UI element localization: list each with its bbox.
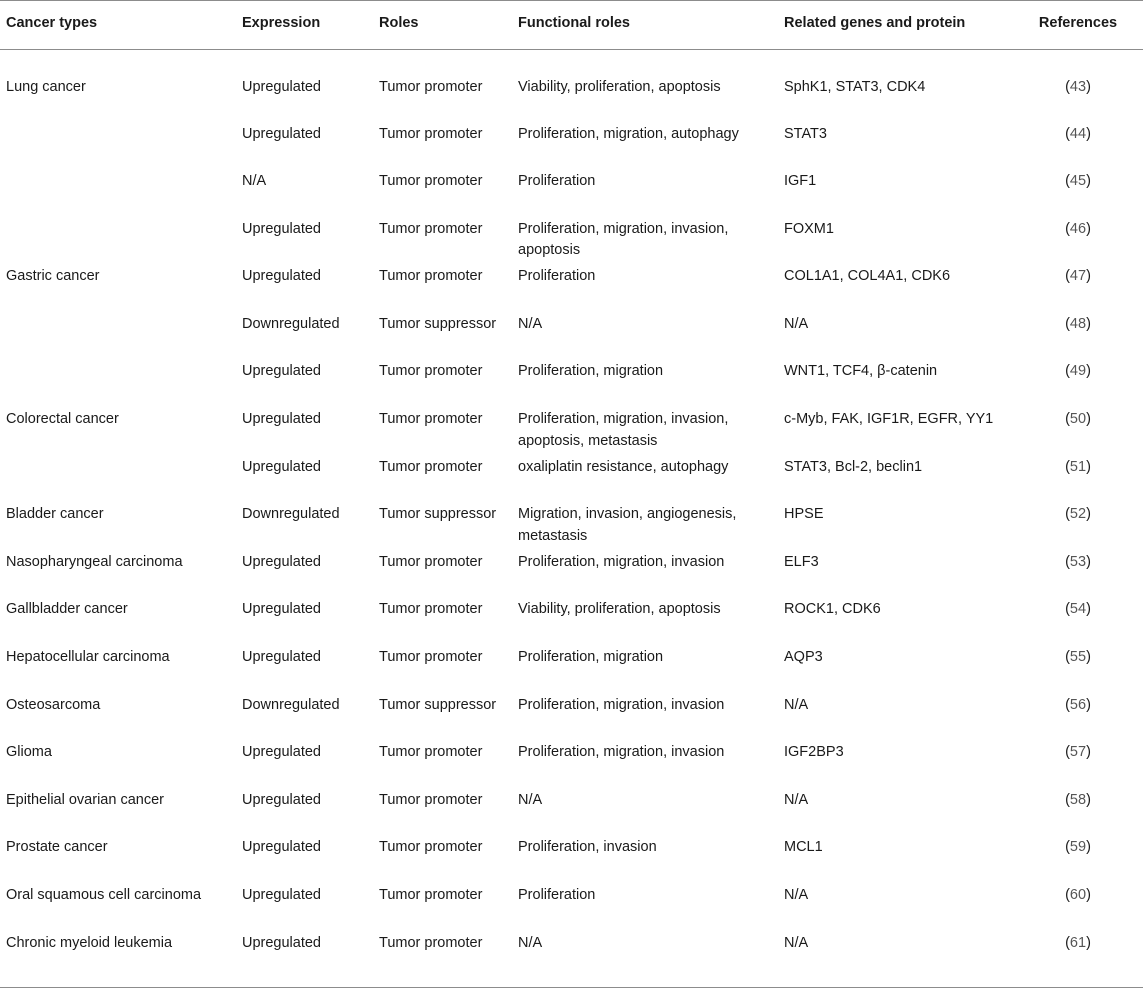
cell-functional-roles: Proliferation, migration, invasion [518,696,725,713]
reference-link[interactable]: 47 [1069,268,1087,285]
cell-reference: (60) [1065,887,1091,903]
cell-functional-roles: Proliferation, migration, invasion, apoptosis, metastasis [518,411,729,449]
cell-role: Tumor promoter [379,173,483,190]
cell-functional-roles: oxaliplatin resistance, autophagy [518,458,729,475]
cell-expression: Upregulated [242,220,321,237]
table-row [0,124,1143,172]
cell-reference: (48) [1065,315,1091,332]
cell-reference: (45) [1065,173,1091,190]
cell-cancer-type [0,457,236,505]
cell-cancer-type: Nasopharyngeal carcinoma [6,553,183,570]
header-references: References [1038,15,1118,31]
cell-related-genes: STAT3 [784,125,827,142]
cell-role: Tumor promoter [379,268,483,285]
cell-expression: Upregulated [242,839,321,856]
table-body [0,50,1143,988]
cell-related-genes: AQP3 [784,649,823,666]
table-row [0,552,1143,600]
cell-role: Tumor suppressor [379,696,497,713]
cell-cancer-type: Lung cancer [6,79,86,95]
cell-reference: (58) [1065,791,1091,808]
cell-role: Tumor promoter [379,934,483,951]
cell-expression: Upregulated [242,934,321,951]
cell-functional-roles: Migration, invasion, angiogenesis, metastasis [518,506,737,544]
reference-link[interactable]: 55 [1069,649,1087,666]
cell-expression: Upregulated [242,79,321,95]
cell-related-genes: FOXM1 [784,220,834,237]
cell-cancer-type: Oral squamous cell carcinoma [6,887,202,903]
cell-related-genes: IGF1 [784,173,817,190]
table-row [0,50,1143,124]
cell-expression: Downregulated [242,506,340,523]
reference-link[interactable]: 56 [1069,696,1087,713]
cell-cancer-type: Gallbladder cancer [6,601,128,618]
cell-functional-roles: Proliferation, migration [518,649,664,666]
cell-functional-roles: Proliferation [518,173,596,190]
cell-reference: (44) [1065,125,1091,142]
reference-link[interactable]: 59 [1069,839,1087,856]
cell-cancer-type [0,124,236,172]
cell-role: Tumor promoter [379,649,483,666]
cell-functional-roles: Proliferation, migration, autophagy [518,125,739,142]
cell-expression: Upregulated [242,458,321,475]
table-row [0,790,1143,838]
cell-role: Tumor promoter [379,458,483,475]
cell-related-genes: MCL1 [784,839,823,856]
table-row [0,695,1143,743]
cell-role: Tumor promoter [379,79,483,95]
cell-role: Tumor promoter [379,887,483,903]
cell-related-genes: N/A [784,696,809,713]
header-cancer-types: Cancer types [6,15,98,31]
cell-expression: Upregulated [242,125,321,142]
cell-reference: (51) [1065,458,1091,475]
cell-role: Tumor promoter [379,601,483,618]
cell-reference: (46) [1065,220,1091,237]
cell-related-genes: ELF3 [784,553,819,570]
cell-role: Tumor suppressor [379,506,497,523]
cell-related-genes: SphK1, STAT3, CDK4 [784,79,926,95]
cell-functional-roles: Proliferation [518,887,596,903]
reference-link[interactable]: 54 [1069,601,1087,618]
cell-role: Tumor promoter [379,553,483,570]
cell-cancer-type: Prostate cancer [6,839,108,856]
table-row [0,409,1143,457]
cell-related-genes: N/A [784,315,809,332]
cell-functional-roles: N/A [518,791,543,808]
cell-expression: Upregulated [242,553,321,570]
cell-cancer-type [0,171,236,219]
cell-related-genes: COL1A1, COL4A1, CDK6 [784,268,951,285]
header-expression: Expression [242,15,321,31]
cell-functional-roles: Viability, proliferation, apoptosis [518,79,721,95]
cell-role: Tumor promoter [379,839,483,856]
table-row [0,219,1143,267]
cell-role: Tumor suppressor [379,315,497,332]
cell-related-genes: c-Myb, FAK, IGF1R, EGFR, YY1 [784,411,994,428]
cell-reference: (50) [1065,411,1091,428]
reference-link[interactable]: 49 [1069,363,1087,380]
table-row [0,266,1143,314]
cell-expression: Upregulated [242,887,321,903]
table-row [0,314,1143,362]
cell-related-genes: N/A [784,887,809,903]
cell-cancer-type: Hepatocellular carcinoma [6,649,170,666]
cell-role: Tumor promoter [379,791,483,808]
reference-link[interactable]: 53 [1069,553,1087,570]
cell-expression: Upregulated [242,411,321,428]
table-row [0,933,1143,988]
cell-functional-roles: N/A [518,934,543,951]
reference-link[interactable]: 48 [1069,315,1087,332]
cell-functional-roles: Proliferation, invasion [518,839,657,856]
cell-expression: Upregulated [242,791,321,808]
cell-related-genes: STAT3, Bcl-2, beclin1 [784,458,923,475]
cell-role: Tumor promoter [379,744,483,761]
cell-expression: N/A [242,173,267,190]
cell-role: Tumor promoter [379,220,483,237]
header-related-genes: Related genes and protein [784,15,966,31]
cell-expression: Upregulated [242,744,321,761]
cell-related-genes: IGF2BP3 [784,744,844,761]
cell-functional-roles: Viability, proliferation, apoptosis [518,601,721,618]
header-roles: Roles [379,15,419,31]
reference-link[interactable]: 50 [1069,411,1087,428]
cell-cancer-type: Osteosarcoma [6,696,101,713]
cell-reference: (57) [1065,744,1091,761]
cell-functional-roles: Proliferation, migration, invasion [518,553,725,570]
cell-functional-roles: Proliferation, migration, invasion [518,744,725,761]
reference-link[interactable]: 58 [1069,791,1087,808]
cell-functional-roles: Proliferation, migration, invasion, apoptosis [518,220,729,259]
cell-expression: Downregulated [242,696,340,713]
cell-expression: Upregulated [242,268,321,285]
table-row [0,504,1143,552]
cell-cancer-type: Glioma [6,744,52,761]
cell-reference: (61) [1065,934,1091,951]
cell-cancer-type: Epithelial ovarian cancer [6,791,164,808]
reference-link[interactable]: 44 [1069,125,1087,142]
cell-cancer-type: Bladder cancer [6,506,104,523]
reference-link[interactable]: 51 [1069,458,1087,475]
cell-functional-roles: Proliferation [518,268,596,285]
table-row [0,171,1143,219]
cell-cancer-type [0,219,236,267]
cell-expression: Upregulated [242,649,321,666]
cell-cancer-type [0,314,236,362]
cell-role: Tumor promoter [379,363,483,380]
header-functional-roles: Functional roles [518,15,630,31]
cell-related-genes: N/A [784,934,809,951]
cell-reference: (52) [1065,506,1091,523]
cell-cancer-type: Chronic myeloid leukemia [6,934,173,951]
cell-expression: Downregulated [242,315,340,332]
cell-related-genes: ROCK1, CDK6 [784,601,881,618]
reference-link[interactable]: 61 [1069,934,1087,951]
cell-reference: (43) [1065,79,1091,95]
cell-functional-roles: N/A [518,315,543,332]
table-row [0,457,1143,505]
cell-related-genes: HPSE [784,506,824,523]
reference-link[interactable]: 43 [1069,79,1087,95]
cell-role: Tumor promoter [379,411,483,428]
reference-link[interactable]: 46 [1069,220,1087,237]
cell-related-genes: N/A [784,791,809,808]
table-header [0,1,1143,50]
table-row [0,361,1143,409]
cell-related-genes: WNT1, TCF4, β-catenin [784,363,938,380]
cell-expression: Upregulated [242,363,321,380]
table-row [0,599,1143,647]
cell-functional-roles: Proliferation, migration [518,363,664,380]
cell-reference: (53) [1065,553,1091,570]
table-row [0,647,1143,695]
cell-reference: (54) [1065,601,1091,618]
reference-link[interactable]: 52 [1069,506,1087,523]
table-row [0,885,1143,933]
table-row [0,742,1143,790]
cell-reference: (47) [1065,268,1091,285]
cell-cancer-type: Colorectal cancer [6,411,119,428]
cell-reference: (55) [1065,649,1091,666]
table-row [0,837,1143,885]
reference-link[interactable]: 60 [1069,887,1087,903]
cell-cancer-type: Gastric cancer [6,268,100,285]
cell-reference: (59) [1065,839,1091,856]
cell-reference: (56) [1065,696,1091,713]
cell-cancer-type [0,361,236,409]
reference-link[interactable]: 45 [1069,173,1087,190]
cell-role: Tumor promoter [379,125,483,142]
cell-reference: (49) [1065,363,1091,380]
cell-expression: Upregulated [242,601,321,618]
header-row [0,1,1143,50]
reference-link[interactable]: 57 [1069,744,1087,761]
